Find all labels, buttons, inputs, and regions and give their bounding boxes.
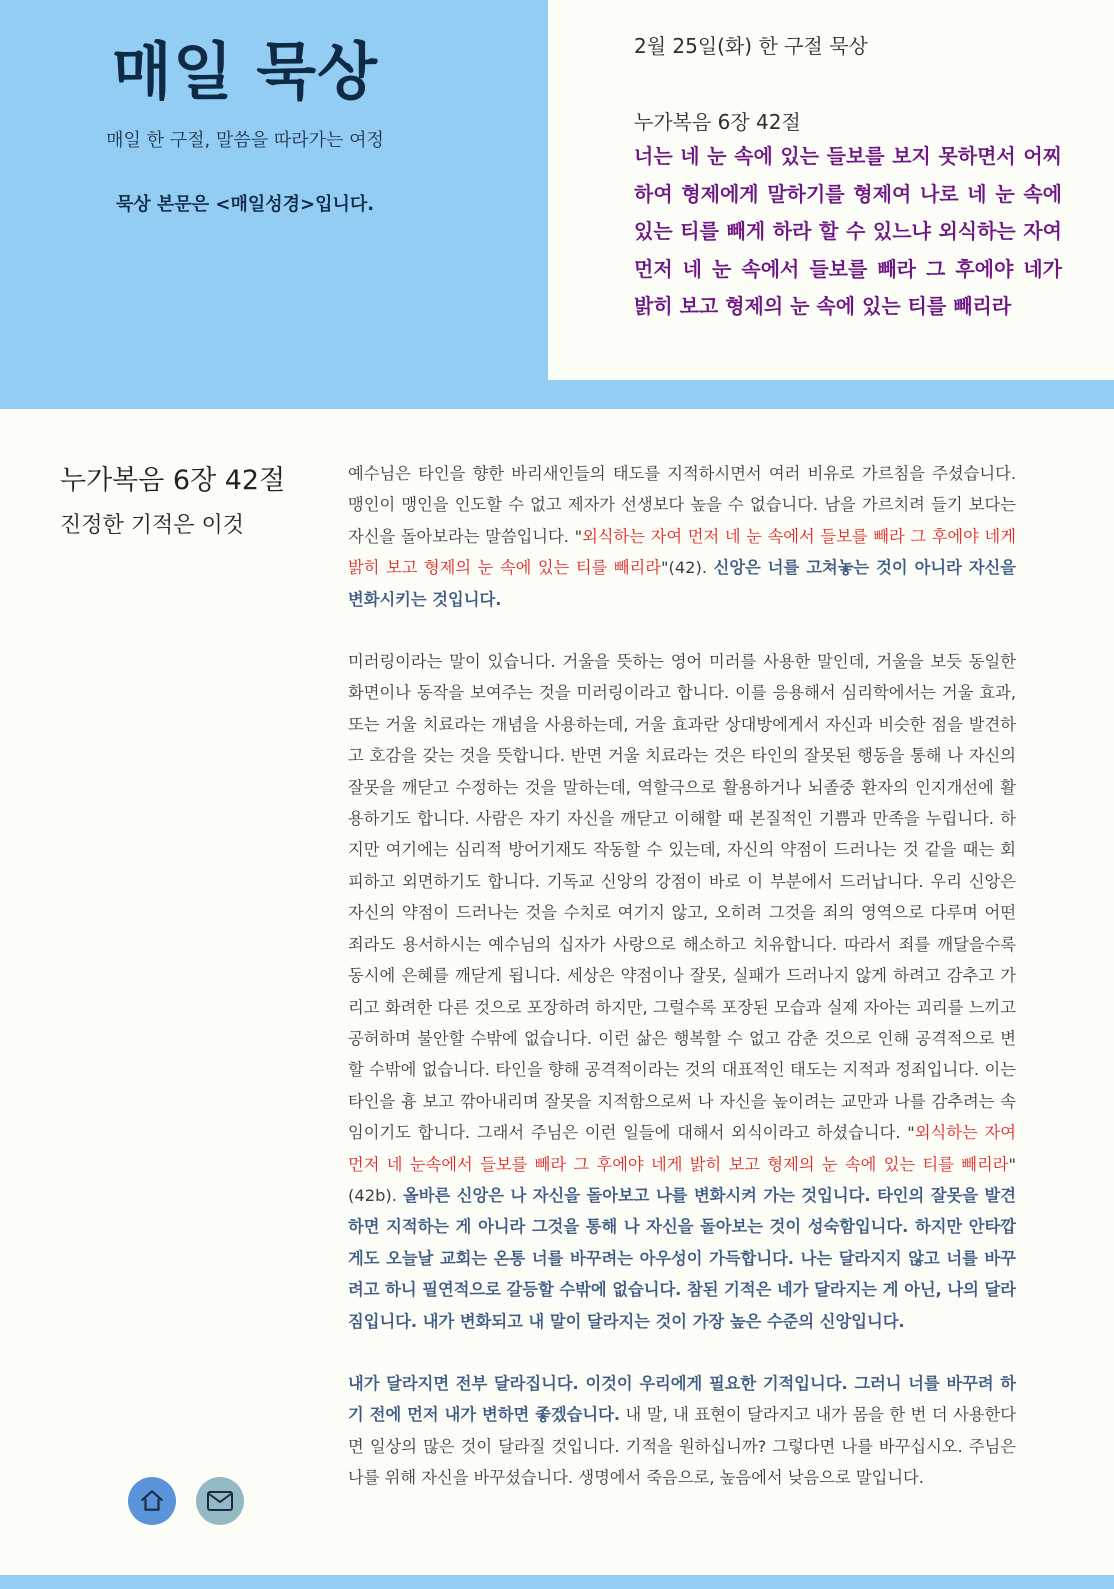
mail-button[interactable] bbox=[196, 1477, 244, 1525]
scripture-quote: 외식하는 자여 먼저 네 눈속에서 들보를 빼라 그 후에야 네게 밝히 보고 형제의 눈 속에 있는 티를 빼리라 bbox=[348, 1123, 1017, 1174]
article-paragraph bbox=[348, 646, 1016, 1337]
source-note: 묵상 본문은 <매일성경>입니다. bbox=[115, 194, 375, 215]
verse-reference: 누가복음 6장 42절 bbox=[634, 110, 801, 134]
paragraph-text: 미러링이라는 말이 있습니다. 거울을 뜻하는 영어 미러를 사용한 말인데, 거울을 보듯 동일한 화면이나 동작을 보여주는 것을 미러링이라고 합니다. 이를 응용해서 심리학에서는 거울 효과, 또는 거울 치료라는 개념을 사용하는데, 거울 효과란 상대방에게서 자신과 비슷한 점을 발견하고 호감을 갖는 것을 뜻합니다. 반면 거울 치료라는 것은 타인의 잘못된 행동을 통해 나 자신의 잘못을 깨닫고 수정하는 것을 말하는데, 역할극으로 활용하거나 뇌졸중 환자의 인지개선에 활용하기도 합니다. 사람은 자기 자신을 깨닫고 이해할 때 본질적인 기쁨과 만족을 누립니다. 하지만 여기에는 심리적 방어기재도 작동할 수 있는데, 자신의 약점이 드러나는 것 같을 때는 회피하고 외면하기도 합니다. 기독교 신앙의 강점이 바로 이 부분에서 드러납니다. 우리 신앙은 자신의 약점이 드러나는 것을 수치로 여기지 않고, 오히려 그것을 죄의 영역으로 다루며 어떤 죄라도 용서하시는 예수님의 십자가 사랑으로 해소하고 치유합니다. 따라서 죄를 깨달을수록 동시에 은혜를 깨닫게 됩니다. 세상은 약점이나 잘못, 실패가 드러나지 않게 하려고 감추고 가리고 화려한 다른 것으로 포장하려 하지만, 그럴수록 포장된 모습과 실제 자아는 괴리를 느끼고 공허하며 불안할 수밖에 없습니다. 이런 삶은 행복할 수 없고 감춘 것으로 인해 공격적으로 변할 수밖에 없습니다. 타인을 향해 공격적이라는 것의 대표적인 태도는 지적과 정죄입니다. 이는 타인을 흉 보고 깎아내리며 잘못을 지적함으로써 나 자신을 높이려는 교만과 나를 감추려는 속임이기도 합니다. 그래서 주님은 이런 일들에 대해서 외식이라고 하셨습니다. " bbox=[348, 652, 1016, 1143]
emphasis-text: 신앙은 너를 고쳐놓는 것이 아니라 자신을 변화시키는 것입니다. bbox=[348, 558, 1017, 609]
emphasis-text: 내가 달라지면 전부 달라집니다. 이것이 우리에게 필요한 기적입니다. 그러니 너를 바꾸려 하기 전에 먼저 내가 변하면 좋겠습니다. bbox=[348, 1373, 1016, 1425]
verse-card bbox=[548, 0, 1114, 380]
quote-citation: "(42b). bbox=[348, 1154, 1016, 1205]
site-subtitle: 매일 한 구절, 말씀을 따라가는 여정 bbox=[106, 130, 384, 151]
footer-band bbox=[0, 1575, 1114, 1589]
article-body bbox=[348, 458, 1016, 1525]
article-paragraph bbox=[348, 1368, 1016, 1494]
paragraph-text: 내 말, 내 표현이 달라지고 내가 몸을 한 번 더 사용한다면 일상의 많은 것이 달라질 것입니다. 기적을 원하십니까? 그렇다면 나를 바꾸십시오. 주님은 나를 위해 자신을 바꾸셨습니다. 생명에서 죽음으로, 높음에서 낮음으로 말입니다. bbox=[348, 1405, 1016, 1488]
home-icon bbox=[139, 1488, 165, 1514]
site-header bbox=[0, 0, 490, 380]
home-button[interactable] bbox=[128, 1477, 176, 1525]
emphasis-text: 올바른 신앙은 나 자신을 돌아보고 나를 변화시켜 가는 것입니다. 타인의 잘못을 발견하면 지적하는 게 아니라 그것을 통해 나 자신을 돌아보는 것이 성숙함입니다. 하지만 안타깝게도 오늘날 교회는 온통 너를 바꾸려는 아우성이 가득합니다. 나는 달라지지 않고 너를 바꾸려고 하니 필연적으로 갈등할 수밖에 없습니다. 참된 기적은 네가 달라지는 게 아닌, 나의 달라짐입니다. 내가 변화되고 내 말이 달라지는 것이 가장 높은 수준의 신앙입니다. bbox=[348, 1185, 1017, 1331]
verse-date: 2월 25일(화) 한 구절 묵상 bbox=[634, 34, 868, 58]
sidebar-title: 진정한 기적은 이것 bbox=[60, 513, 245, 538]
scripture-quote: 외식하는 자여 먼저 네 눈 속에서 들보를 빼라 그 후에야 네게 밝히 보고 형제의 눈 속에 있는 티를 빼리라 bbox=[348, 526, 1016, 578]
verse-text: 너는 네 눈 속에 있는 들보를 보지 못하면서 어찌하여 형제에게 말하기를 형제여 나로 네 눈 속에 있는 티를 빼게 하라 할 수 있느냐 외식하는 자여 먼저 네 눈 속에서 들보를 빼라 그 후에야 네가 밝히 보고 형제의 눈 속에 있는 티를 빼리라 bbox=[634, 144, 1062, 318]
sidebar-reference: 누가복음 6장 42절 bbox=[60, 465, 286, 496]
quote-citation: "(42). bbox=[660, 558, 714, 578]
paragraph-text: 예수님은 타인을 향한 바리새인들의 태도를 지적하시면서 여러 비유로 가르침을 주셨습니다. 맹인이 맹인을 인도할 수 없고 제자가 선생보다 높을 수 없습니다. 남을 가르치려 들기 보다는 자신을 돌아보라는 말씀입니다. " bbox=[348, 464, 1016, 546]
mail-icon bbox=[206, 1490, 234, 1512]
site-title[interactable]: 매일 묵상 bbox=[111, 35, 379, 108]
article-paragraph bbox=[348, 458, 1016, 615]
